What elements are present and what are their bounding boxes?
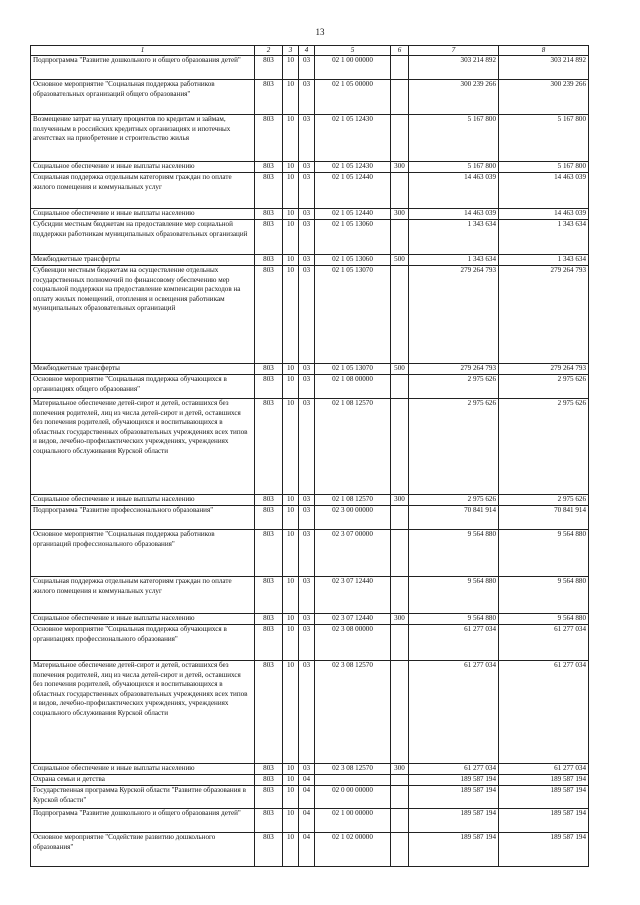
row-expense-type bbox=[391, 399, 409, 495]
row-target-article: 02 1 05 12430 bbox=[315, 162, 391, 173]
row-section: 10 bbox=[283, 577, 299, 614]
table-row bbox=[31, 625, 589, 661]
row-name: Межбюджетные трансферты bbox=[31, 255, 255, 266]
row-section: 10 bbox=[283, 764, 299, 775]
row-amount-2020: 9 564 880 bbox=[499, 614, 589, 625]
row-amount-2019: 9 564 880 bbox=[409, 614, 499, 625]
row-subsection: 03 bbox=[299, 661, 315, 764]
row-ministry-code: 803 bbox=[255, 833, 283, 867]
row-expense-type: 300 bbox=[391, 495, 409, 506]
table-row bbox=[31, 364, 589, 375]
row-amount-2019: 189 587 194 bbox=[409, 775, 499, 786]
row-amount-2020: 189 587 194 bbox=[499, 809, 589, 833]
row-ministry-code: 803 bbox=[255, 266, 283, 364]
row-amount-2020: 14 463 039 bbox=[499, 173, 589, 209]
row-section: 10 bbox=[283, 80, 299, 115]
row-expense-type bbox=[391, 173, 409, 209]
row-name: Основное мероприятие "Социальная поддержка обучающихся в организациях профессионального образования" bbox=[31, 625, 255, 661]
row-ministry-code: 803 bbox=[255, 255, 283, 266]
row-expense-type bbox=[391, 661, 409, 764]
row-amount-2020: 1 343 634 bbox=[499, 220, 589, 255]
row-amount-2020: 9 564 880 bbox=[499, 577, 589, 614]
table-row bbox=[31, 255, 589, 266]
row-ministry-code: 803 bbox=[255, 495, 283, 506]
row-expense-type bbox=[391, 115, 409, 162]
row-target-article: 02 1 08 12570 bbox=[315, 399, 391, 495]
row-target-article: 02 0 00 00000 bbox=[315, 786, 391, 809]
row-amount-2019: 9 564 880 bbox=[409, 577, 499, 614]
row-target-article: 02 1 08 00000 bbox=[315, 375, 391, 399]
row-name: Социальная поддержка отдельным категориям граждан по оплате жилого помещения и коммунальных услуг bbox=[31, 577, 255, 614]
row-target-article: 02 3 08 12570 bbox=[315, 764, 391, 775]
row-amount-2019: 14 463 039 bbox=[409, 209, 499, 220]
row-amount-2019: 5 167 800 bbox=[409, 115, 499, 162]
table-row bbox=[31, 375, 589, 399]
table-row bbox=[31, 173, 589, 209]
row-section: 10 bbox=[283, 209, 299, 220]
row-name: Субвенции местным бюджетам на осуществление отдельных государственных полномочий по финансовому обеспечению мер социальной поддержки на предоставление компенсации расходов на оплату жилых помещений, отопления и освещения работникам муниципальных образовательных организаций bbox=[31, 266, 255, 364]
row-target-article bbox=[315, 775, 391, 786]
row-expense-type: 300 bbox=[391, 764, 409, 775]
row-amount-2019: 189 587 194 bbox=[409, 809, 499, 833]
row-amount-2019: 189 587 194 bbox=[409, 786, 499, 809]
row-section: 10 bbox=[283, 255, 299, 266]
row-amount-2020: 61 277 034 bbox=[499, 625, 589, 661]
table-row bbox=[31, 220, 589, 255]
row-subsection: 03 bbox=[299, 614, 315, 625]
row-subsection: 03 bbox=[299, 220, 315, 255]
col-header-8: 8 bbox=[499, 46, 589, 56]
row-subsection: 03 bbox=[299, 495, 315, 506]
row-amount-2020: 189 587 194 bbox=[499, 775, 589, 786]
row-name: Материальное обеспечение детей-сирот и детей, оставшихся без попечения родителей, лиц из числа детей-сирот и детей, оставшихся без попечения родителей, обучающихся и воспитывающихся в областных государственных образовательных учреждениях всех типов и видов, лечебно-профилактических учреждениях, учреждениях социального обслуживания Курской области bbox=[31, 399, 255, 495]
row-target-article: 02 3 08 00000 bbox=[315, 625, 391, 661]
row-name: Государственная программа Курской области "Развитие образования в Курской области" bbox=[31, 786, 255, 809]
row-name: Подпрограмма "Развитие дошкольного и общего образования детей" bbox=[31, 56, 255, 80]
row-target-article: 02 3 07 00000 bbox=[315, 530, 391, 577]
table-row bbox=[31, 115, 589, 162]
row-expense-type: 300 bbox=[391, 614, 409, 625]
row-subsection: 03 bbox=[299, 764, 315, 775]
row-subsection: 03 bbox=[299, 255, 315, 266]
row-name: Социальное обеспечение и иные выплаты населению bbox=[31, 209, 255, 220]
row-amount-2020: 300 239 266 bbox=[499, 80, 589, 115]
row-name: Субсидии местным бюджетам на предоставление мер социальной поддержки работникам муниципальных образовательных организаций bbox=[31, 220, 255, 255]
table-row bbox=[31, 614, 589, 625]
row-subsection: 03 bbox=[299, 625, 315, 661]
row-section: 10 bbox=[283, 786, 299, 809]
table-row bbox=[31, 162, 589, 173]
row-amount-2019: 279 264 793 bbox=[409, 266, 499, 364]
table-row bbox=[31, 833, 589, 867]
row-name: Подпрограмма "Развитие дошкольного и общего образования детей" bbox=[31, 809, 255, 833]
row-ministry-code: 803 bbox=[255, 786, 283, 809]
row-name: Охрана семьи и детства bbox=[31, 775, 255, 786]
col-header-5: 5 bbox=[315, 46, 391, 56]
row-ministry-code: 803 bbox=[255, 220, 283, 255]
row-section: 10 bbox=[283, 661, 299, 764]
row-name: Основное мероприятие "Социальная поддержка обучающихся в организациях общего образования" bbox=[31, 375, 255, 399]
row-expense-type bbox=[391, 375, 409, 399]
row-name: Социальное обеспечение и иные выплаты населению bbox=[31, 764, 255, 775]
row-subsection: 04 bbox=[299, 786, 315, 809]
row-name: Возмещение затрат на уплату процентов по кредитам и займам, полученным в российских кредитных организациях и ипотечных агентствах на приобретение и строительство жилья bbox=[31, 115, 255, 162]
row-section: 10 bbox=[283, 56, 299, 80]
row-expense-type: 500 bbox=[391, 364, 409, 375]
row-amount-2020: 9 564 880 bbox=[499, 530, 589, 577]
row-ministry-code: 803 bbox=[255, 775, 283, 786]
row-amount-2019: 14 463 039 bbox=[409, 173, 499, 209]
row-amount-2019: 300 239 266 bbox=[409, 80, 499, 115]
row-target-article: 02 3 07 12440 bbox=[315, 577, 391, 614]
row-expense-type: 500 bbox=[391, 255, 409, 266]
row-subsection: 03 bbox=[299, 577, 315, 614]
row-amount-2019: 2 975 626 bbox=[409, 495, 499, 506]
row-subsection: 03 bbox=[299, 506, 315, 530]
row-amount-2020: 279 264 793 bbox=[499, 364, 589, 375]
table-row bbox=[31, 661, 589, 764]
row-expense-type bbox=[391, 266, 409, 364]
row-expense-type bbox=[391, 56, 409, 80]
row-target-article: 02 1 05 13070 bbox=[315, 266, 391, 364]
row-section: 10 bbox=[283, 162, 299, 173]
row-section: 10 bbox=[283, 775, 299, 786]
col-header-1: 1 bbox=[31, 46, 255, 56]
row-target-article: 02 1 08 12570 bbox=[315, 495, 391, 506]
row-name: Основное мероприятие "Содействие развитию дошкольного образования" bbox=[31, 833, 255, 867]
row-name: Социальное обеспечение и иные выплаты населению bbox=[31, 162, 255, 173]
row-target-article: 02 1 05 00000 bbox=[315, 80, 391, 115]
row-amount-2019: 9 564 880 bbox=[409, 530, 499, 577]
table-row bbox=[31, 506, 589, 530]
row-ministry-code: 803 bbox=[255, 809, 283, 833]
table-body bbox=[31, 56, 589, 867]
row-expense-type bbox=[391, 625, 409, 661]
row-section: 10 bbox=[283, 530, 299, 577]
row-target-article: 02 3 08 12570 bbox=[315, 661, 391, 764]
row-amount-2020: 70 841 914 bbox=[499, 506, 589, 530]
table-row bbox=[31, 266, 589, 364]
row-name: Социальное обеспечение и иные выплаты населению bbox=[31, 495, 255, 506]
row-subsection: 03 bbox=[299, 115, 315, 162]
col-header-2: 2 bbox=[255, 46, 283, 56]
row-subsection: 03 bbox=[299, 364, 315, 375]
col-header-6: 6 bbox=[391, 46, 409, 56]
row-amount-2019: 61 277 034 bbox=[409, 764, 499, 775]
row-ministry-code: 803 bbox=[255, 375, 283, 399]
row-target-article: 02 1 00 00000 bbox=[315, 56, 391, 80]
table-row bbox=[31, 786, 589, 809]
row-amount-2020: 5 167 800 bbox=[499, 162, 589, 173]
row-ministry-code: 803 bbox=[255, 577, 283, 614]
row-target-article: 02 1 05 13060 bbox=[315, 220, 391, 255]
row-section: 10 bbox=[283, 506, 299, 530]
row-name: Социальное обеспечение и иные выплаты населению bbox=[31, 614, 255, 625]
row-target-article: 02 1 05 13060 bbox=[315, 255, 391, 266]
row-ministry-code: 803 bbox=[255, 661, 283, 764]
row-amount-2019: 61 277 034 bbox=[409, 661, 499, 764]
row-subsection: 04 bbox=[299, 809, 315, 833]
row-subsection: 03 bbox=[299, 80, 315, 115]
table-row bbox=[31, 399, 589, 495]
row-expense-type bbox=[391, 577, 409, 614]
table-row bbox=[31, 775, 589, 786]
row-expense-type: 300 bbox=[391, 209, 409, 220]
row-name: Основное мероприятие "Социальная поддержка работников организаций профессионального образования" bbox=[31, 530, 255, 577]
row-expense-type bbox=[391, 220, 409, 255]
row-target-article: 02 3 07 12440 bbox=[315, 614, 391, 625]
row-section: 10 bbox=[283, 266, 299, 364]
row-ministry-code: 803 bbox=[255, 209, 283, 220]
row-ministry-code: 803 bbox=[255, 56, 283, 80]
table-row bbox=[31, 80, 589, 115]
row-name: Межбюджетные трансферты bbox=[31, 364, 255, 375]
row-amount-2020: 61 277 034 bbox=[499, 661, 589, 764]
row-amount-2020: 5 167 800 bbox=[499, 115, 589, 162]
table-row bbox=[31, 56, 589, 80]
row-amount-2019: 303 214 892 bbox=[409, 56, 499, 80]
row-section: 10 bbox=[283, 625, 299, 661]
row-ministry-code: 803 bbox=[255, 364, 283, 375]
row-section: 10 bbox=[283, 809, 299, 833]
row-amount-2020: 61 277 034 bbox=[499, 764, 589, 775]
row-section: 10 bbox=[283, 220, 299, 255]
row-amount-2020: 279 264 793 bbox=[499, 266, 589, 364]
row-amount-2020: 189 587 194 bbox=[499, 786, 589, 809]
row-subsection: 03 bbox=[299, 173, 315, 209]
row-amount-2020: 2 975 626 bbox=[499, 375, 589, 399]
row-expense-type bbox=[391, 833, 409, 867]
row-amount-2019: 70 841 914 bbox=[409, 506, 499, 530]
row-expense-type bbox=[391, 786, 409, 809]
row-section: 10 bbox=[283, 495, 299, 506]
row-ministry-code: 803 bbox=[255, 80, 283, 115]
table-row bbox=[31, 209, 589, 220]
row-name: Основное мероприятие "Социальная поддержка работников образовательных организаций общего образования" bbox=[31, 80, 255, 115]
row-expense-type bbox=[391, 506, 409, 530]
table-row bbox=[31, 495, 589, 506]
row-amount-2019: 2 975 626 bbox=[409, 375, 499, 399]
row-amount-2020: 2 975 626 bbox=[499, 495, 589, 506]
row-target-article: 02 1 05 13070 bbox=[315, 364, 391, 375]
row-name: Материальное обеспечение детей-сирот и детей, оставшихся без попечения родителей, лиц из числа детей-сирот и детей, оставшихся без попечения родителей, обучающихся и воспитывающихся в областных государственных образовательных учреждениях всех типов и видов, лечебно-профилактических учреждениях, учреждениях социального обслуживания Курской области bbox=[31, 661, 255, 764]
row-ministry-code: 803 bbox=[255, 173, 283, 209]
row-name: Социальная поддержка отдельным категориям граждан по оплате жилого помещения и коммунальных услуг bbox=[31, 173, 255, 209]
col-header-3: 3 bbox=[283, 46, 299, 56]
row-section: 10 bbox=[283, 833, 299, 867]
row-subsection: 03 bbox=[299, 162, 315, 173]
row-expense-type: 300 bbox=[391, 162, 409, 173]
row-amount-2019: 1 343 634 bbox=[409, 220, 499, 255]
row-amount-2019: 279 264 793 bbox=[409, 364, 499, 375]
row-expense-type bbox=[391, 775, 409, 786]
row-section: 10 bbox=[283, 375, 299, 399]
table-row bbox=[31, 809, 589, 833]
row-section: 10 bbox=[283, 173, 299, 209]
row-amount-2019: 1 343 634 bbox=[409, 255, 499, 266]
row-amount-2020: 1 343 634 bbox=[499, 255, 589, 266]
row-ministry-code: 803 bbox=[255, 115, 283, 162]
row-subsection: 03 bbox=[299, 266, 315, 364]
col-header-4: 4 bbox=[299, 46, 315, 56]
row-target-article: 02 1 05 12440 bbox=[315, 173, 391, 209]
row-subsection: 03 bbox=[299, 375, 315, 399]
table-row bbox=[31, 764, 589, 775]
row-subsection: 03 bbox=[299, 530, 315, 577]
row-target-article: 02 1 02 00000 bbox=[315, 833, 391, 867]
row-amount-2020: 303 214 892 bbox=[499, 56, 589, 80]
col-header-7: 7 bbox=[409, 46, 499, 56]
row-ministry-code: 803 bbox=[255, 506, 283, 530]
row-amount-2020: 14 463 039 bbox=[499, 209, 589, 220]
row-amount-2019: 61 277 034 bbox=[409, 625, 499, 661]
page-number: 13 bbox=[315, 27, 325, 37]
row-section: 10 bbox=[283, 399, 299, 495]
row-section: 10 bbox=[283, 614, 299, 625]
row-subsection: 03 bbox=[299, 56, 315, 80]
row-expense-type bbox=[391, 530, 409, 577]
row-ministry-code: 803 bbox=[255, 614, 283, 625]
row-section: 10 bbox=[283, 364, 299, 375]
row-ministry-code: 803 bbox=[255, 162, 283, 173]
row-amount-2020: 189 587 194 bbox=[499, 833, 589, 867]
row-amount-2019: 2 975 626 bbox=[409, 399, 499, 495]
row-subsection: 04 bbox=[299, 775, 315, 786]
row-amount-2020: 2 975 626 bbox=[499, 399, 589, 495]
row-target-article: 02 1 05 12430 bbox=[315, 115, 391, 162]
row-expense-type bbox=[391, 809, 409, 833]
header-row bbox=[31, 46, 589, 56]
table-row bbox=[31, 577, 589, 614]
row-subsection: 03 bbox=[299, 209, 315, 220]
row-ministry-code: 803 bbox=[255, 625, 283, 661]
row-subsection: 04 bbox=[299, 833, 315, 867]
row-target-article: 02 1 05 12440 bbox=[315, 209, 391, 220]
row-amount-2019: 189 587 194 bbox=[409, 833, 499, 867]
row-section: 10 bbox=[283, 115, 299, 162]
row-ministry-code: 803 bbox=[255, 399, 283, 495]
table-row bbox=[31, 530, 589, 577]
row-ministry-code: 803 bbox=[255, 764, 283, 775]
row-target-article: 02 3 00 00000 bbox=[315, 506, 391, 530]
row-expense-type bbox=[391, 80, 409, 115]
budget-table bbox=[30, 45, 589, 867]
row-subsection: 03 bbox=[299, 399, 315, 495]
row-ministry-code: 803 bbox=[255, 530, 283, 577]
row-target-article: 02 1 00 00000 bbox=[315, 809, 391, 833]
row-name: Подпрограмма "Развитие профессионального образования" bbox=[31, 506, 255, 530]
row-amount-2019: 5 167 800 bbox=[409, 162, 499, 173]
